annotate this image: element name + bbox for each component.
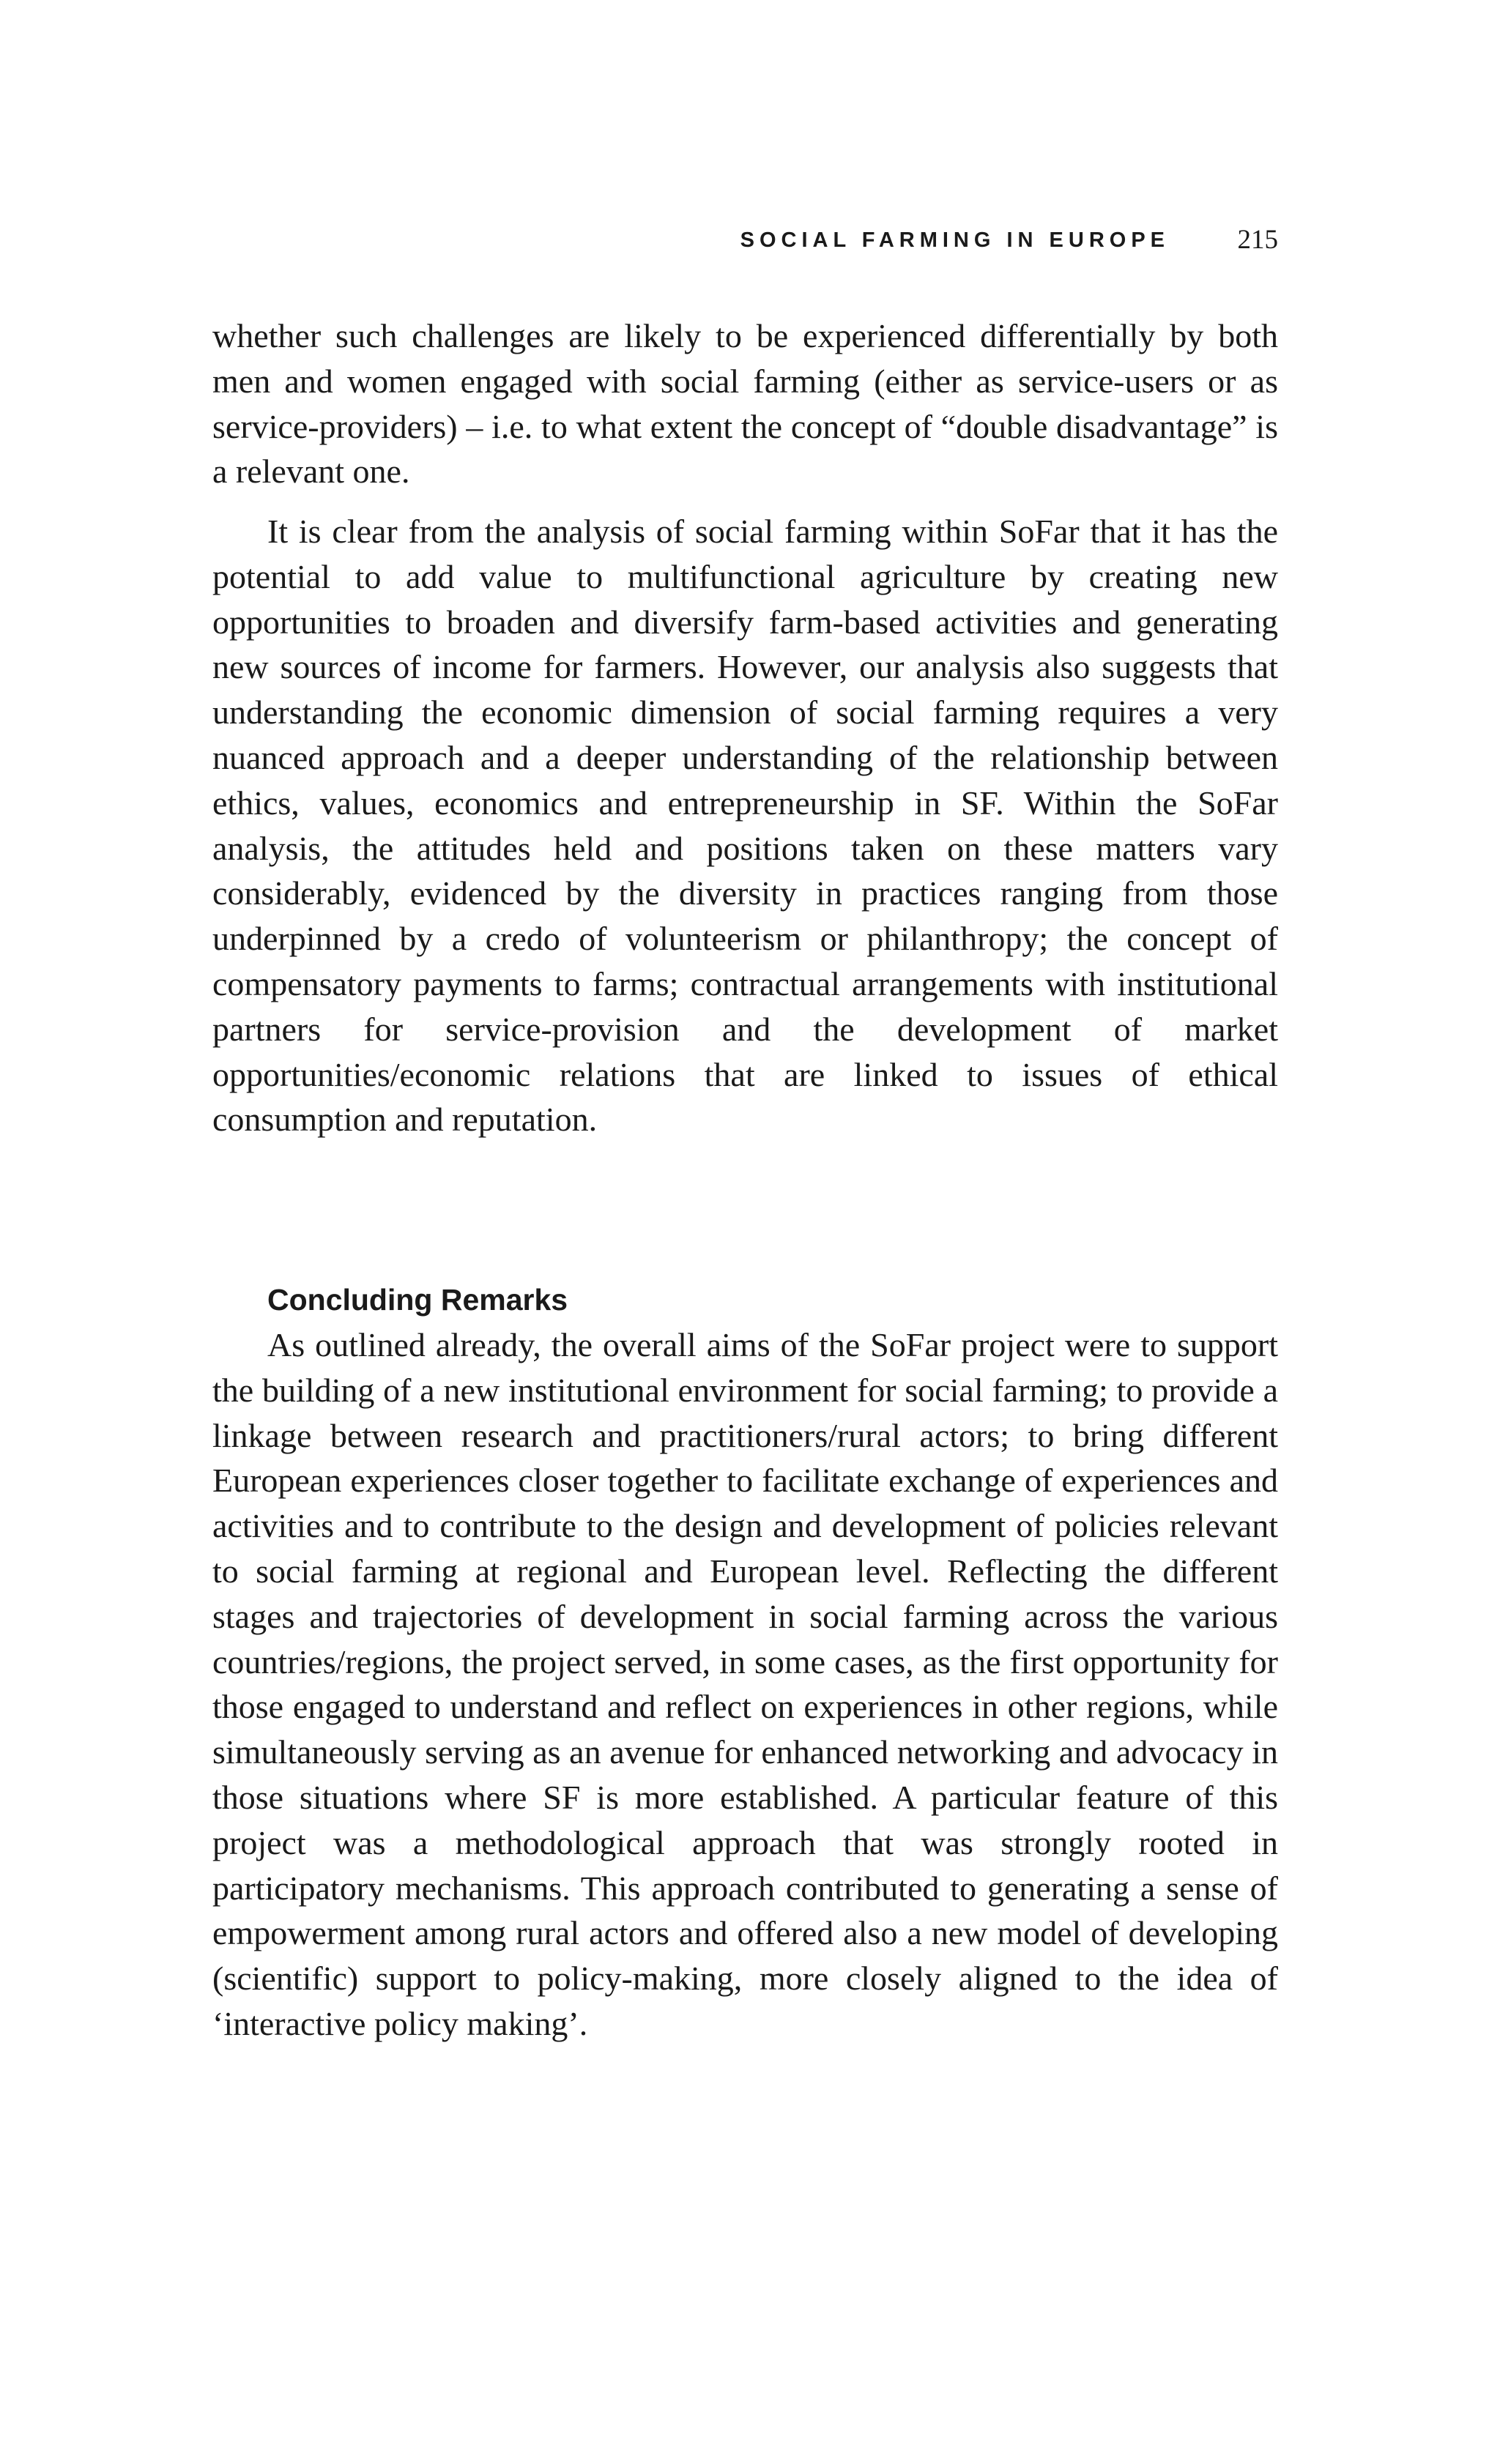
running-title: SOCIAL FARMING IN EUROPE	[740, 228, 1170, 252]
continued-paragraph-block	[212, 313, 1278, 494]
analysis-paragraph: It is clear from the analysis of social farming within SoFar that it has the potential to add value to multifunctional agriculture by creating new opportunities to broaden and diversify farm-based activities and generating new sources of income for farmers. However, our analysis also suggests that understanding the economic dimension of social farming requires a very nuanced approach and a deeper understanding of the relationship between ethics, values, economics and entrepreneurship in SF. Within the SoFar analysis, the attitudes held and positions taken on these matters vary considerably, evidenced by the diversity in practices ranging from those underpinned by a credo of volunteerism or philanthropy; the concept of compensatory payments to farms; contractual arrangements with institutional partners for service-provision and the development of market opportunities/economic relations that are linked to issues of ethical consumption and reputation.	[212, 513, 1278, 1139]
running-header	[212, 222, 1278, 258]
continued-paragraph: whether such challenges are likely to be experienced differentially by both men and women engaged with social farming (either as service-users or as service-providers) – i.e. to what extent the concept of “double disadvantage” is a relevant one.	[212, 317, 1278, 491]
section-heading: Concluding Remarks	[267, 1283, 568, 1317]
concluding-paragraph: As outlined already, the overall aims of the SoFar project were to support the building of a new institutional environment for social farming; to provide a linkage between research and practitioners/rural actors; to bring different European experiences closer together to facilitate exchange of experiences and activities and to contribute to the design and development of policies relevant to social farming at regional and European level. Reflecting the different stages and trajectories of development in social farming across the various countries/regions, the project served, in some cases, as the first opportunity for those engaged to understand and reflect on experiences in other regions, while simultaneously serving as an avenue for enhanced networking and advocacy in those situations where SF is more established. A particular feature of this project was a methodological approach that was strongly rooted in participatory mechanisms. This approach contributed to generating a sense of empowerment among rural actors and offered also a new model of developing (scientific) support to policy-making, more closely aligned to the idea of ‘interactive policy making’.	[212, 1326, 1278, 2042]
page-number: 215	[1237, 225, 1278, 255]
concluding-paragraph-block	[212, 1322, 1278, 2047]
analysis-paragraph-block	[212, 509, 1278, 1142]
concluding-remarks-section	[212, 1277, 1278, 2047]
